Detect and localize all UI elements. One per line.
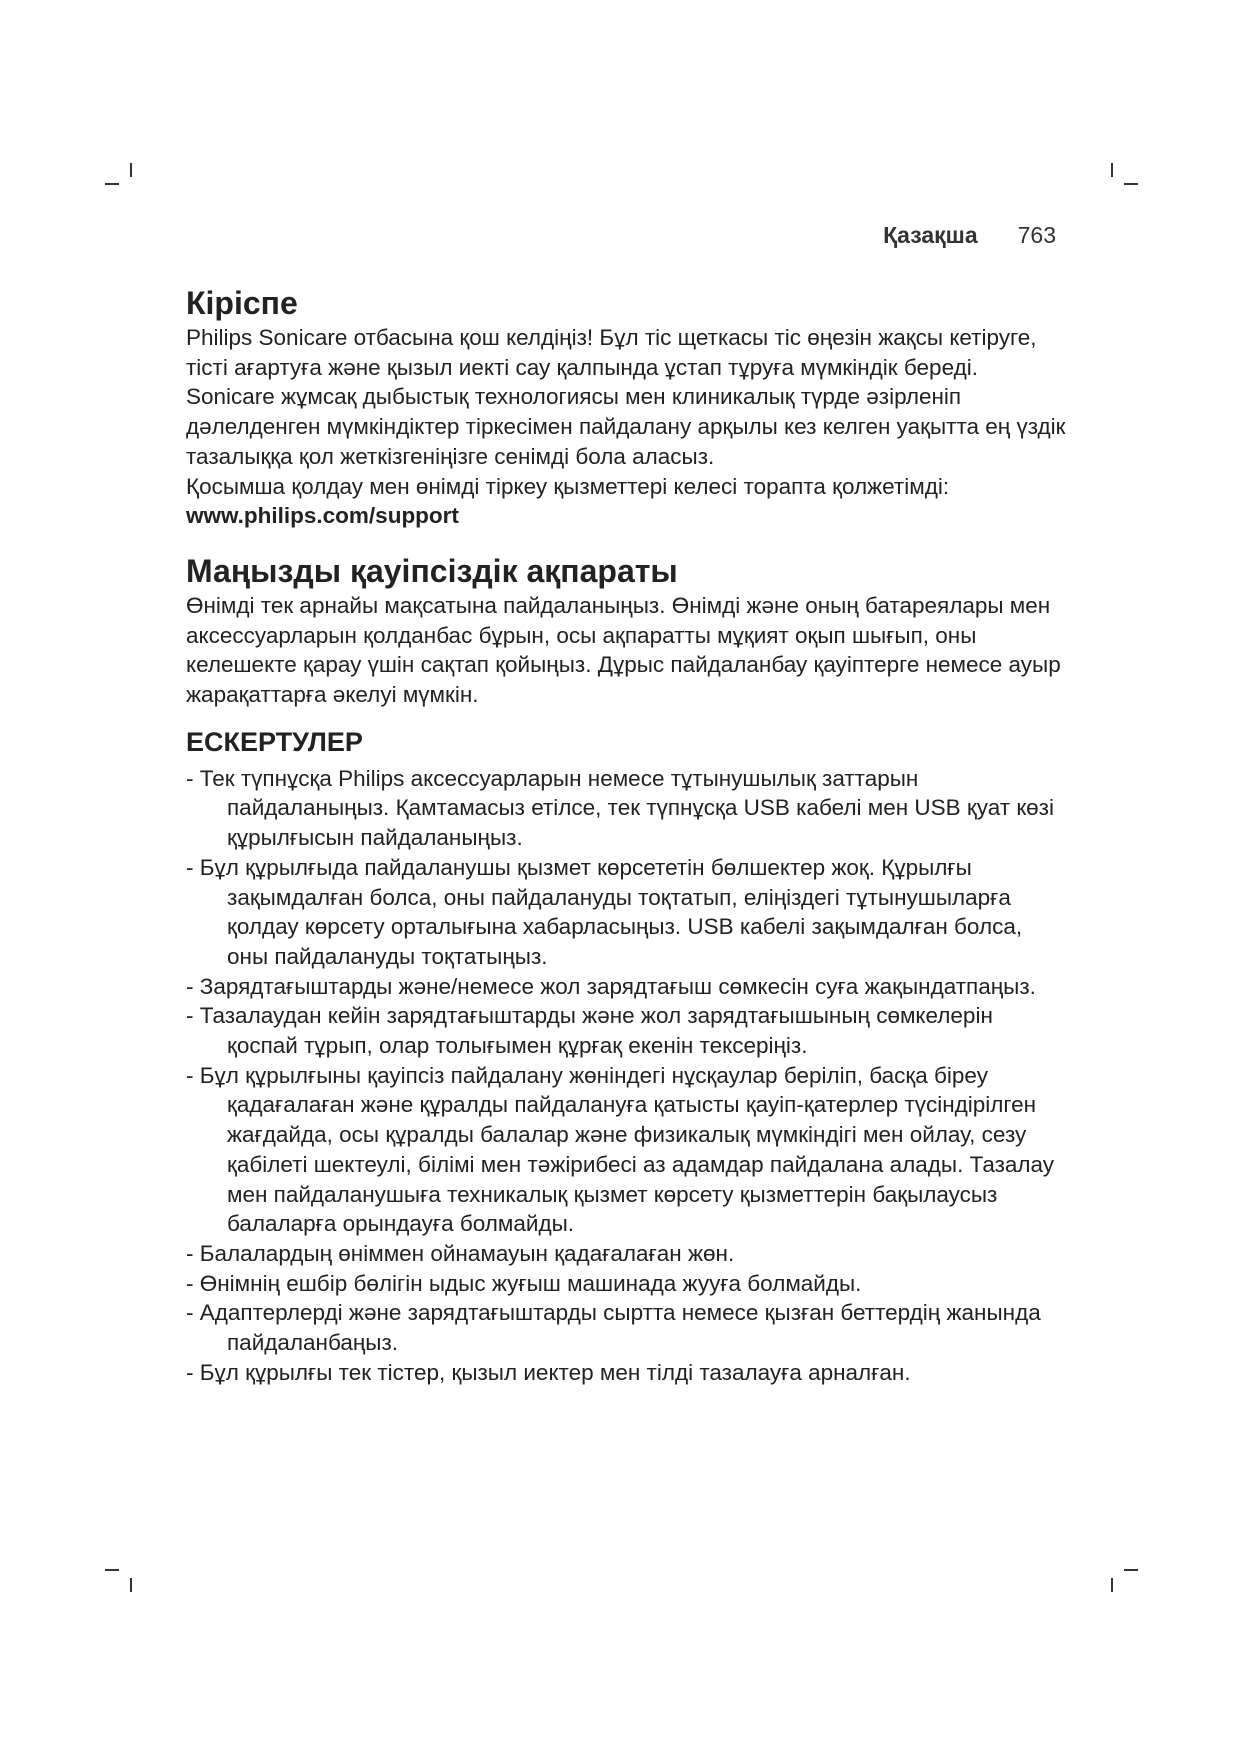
warning-item: - Зарядтағыштарды және/немесе жол зарядтағыш сөмкесін суға жақындатпаңыз. bbox=[186, 972, 1066, 1002]
warnings-section bbox=[186, 724, 1066, 1388]
intro-title: Кіріспе bbox=[186, 285, 298, 321]
warning-item: - Бұл құрылғыда пайдаланушы қызмет көрсететін бөлшектер жоқ. Құрылғы зақымдалған болса, оны пайдалануды тоқтатып, еліңіздегі тұтынушыларға қолдау көрсету орталығына хабарласыңыз. USB кабелі зақымдалған болса, оны пайдалануды тоқтатыңыз. bbox=[186, 853, 1066, 972]
warning-item: - Бұл құрылғы тек тістер, қызыл иектер мен тілді тазалауға арналған. bbox=[186, 1358, 1066, 1388]
document-body bbox=[186, 283, 1066, 1388]
support-text: Қосымша қолдау мен өнімді тіркеу қызметтері келесі торапта қолжетімді: bbox=[186, 473, 950, 499]
warning-item: - Адаптерлерді және зарядтағыштарды сыртта немесе қызған беттердің жанында пайдаланбаңыз. bbox=[186, 1298, 1066, 1357]
crop-mark-top-left-h bbox=[105, 183, 119, 185]
language-label: Қазақша bbox=[883, 222, 978, 248]
warnings-list bbox=[186, 764, 1066, 1388]
crop-mark-bottom-left-v bbox=[130, 1578, 132, 1592]
crop-mark-top-right-h bbox=[1124, 183, 1138, 185]
page-header bbox=[883, 222, 1056, 249]
warnings-title: ЕСКЕРТУЛЕР bbox=[186, 726, 363, 757]
warning-item: - Тек түпнұсқа Philips аксессуарларын немесе тұтынушылық заттарын пайдаланыңыз. Қамтамасыз етілсе, тек түпнұсқа USB кабелі мен USB қуат көзі құрылғысын пайдаланыңыз. bbox=[186, 764, 1066, 853]
crop-mark-top-right-v bbox=[1111, 163, 1113, 177]
crop-mark-bottom-right-v bbox=[1111, 1578, 1113, 1592]
safety-section bbox=[186, 551, 1066, 710]
intro-paragraph: Philips Sonicare отбасына қош келдіңіз! Бұл тіс щеткасы тіс өңезін жақсы кетіруге, тісті ағартуға және қызыл иекті сау қалпында ұстап тұруға мүмкіндік береді. Sonicare жұмсақ дыбыстық технологиясы мен клиникалық түрде әзірленіп дәлелденген мүмкіндіктер тіркесімен пайдалану арқылы кез келген уақытта ең үздік тазалыққа қол жеткізгеніңізге сенімді бола аласыз. bbox=[186, 325, 1066, 469]
warning-item: - Бұл құрылғыны қауіпсіз пайдалану жөніндегі нұсқаулар беріліп, басқа біреу қадағалаған және құралды пайдалануға қатысты қауіп-қатерлер түсіндірілген жағдайда, осы құралды балалар және физикалық мүмкіндігі мен ойлау, сезу қабілеті шектеулі, білімі мен тәжірибесі аз адамдар пайдалана алады. Тазалау мен пайдаланушыға техникалық қызмет көрсету қызметтерін бақылаусыз балаларға орындауға болмайды. bbox=[186, 1061, 1066, 1239]
warning-item: - Өнімнің ешбір бөлігін ыдыс жуғыш машинада жууға болмайды. bbox=[186, 1269, 1066, 1299]
warning-item: - Балалардың өніммен ойнамауын қадағалаған жөн. bbox=[186, 1239, 1066, 1269]
support-link[interactable]: www.philips.com/support bbox=[186, 503, 459, 529]
safety-title: Маңызды қауіпсіздік ақпараты bbox=[186, 552, 678, 589]
safety-paragraph: Өнімді тек арнайы мақсатына пайдаланыңыз. Өнімді және оның батареялары мен аксессуарларын қолданбас бұрын, осы ақпаратты мұқият оқып шығып, оны келешекте қарау үшін сақтап қойыңыз. Дұрыс пайдаланбау қауіптерге немесе ауыр жарақаттарға әкелуі мүмкін. bbox=[186, 592, 1061, 708]
crop-mark-bottom-right-h bbox=[1124, 1569, 1138, 1571]
warning-item: - Тазалаудан кейін зарядтағыштарды және жол зарядтағышының сөмкелерін қоспай тұрып, олар толығымен құрғақ екенін тексеріңіз. bbox=[186, 1001, 1066, 1060]
crop-mark-top-left-v bbox=[130, 163, 132, 177]
intro-section bbox=[186, 283, 1066, 531]
page-number: 763 bbox=[1017, 222, 1056, 248]
crop-mark-bottom-left-h bbox=[105, 1569, 119, 1571]
